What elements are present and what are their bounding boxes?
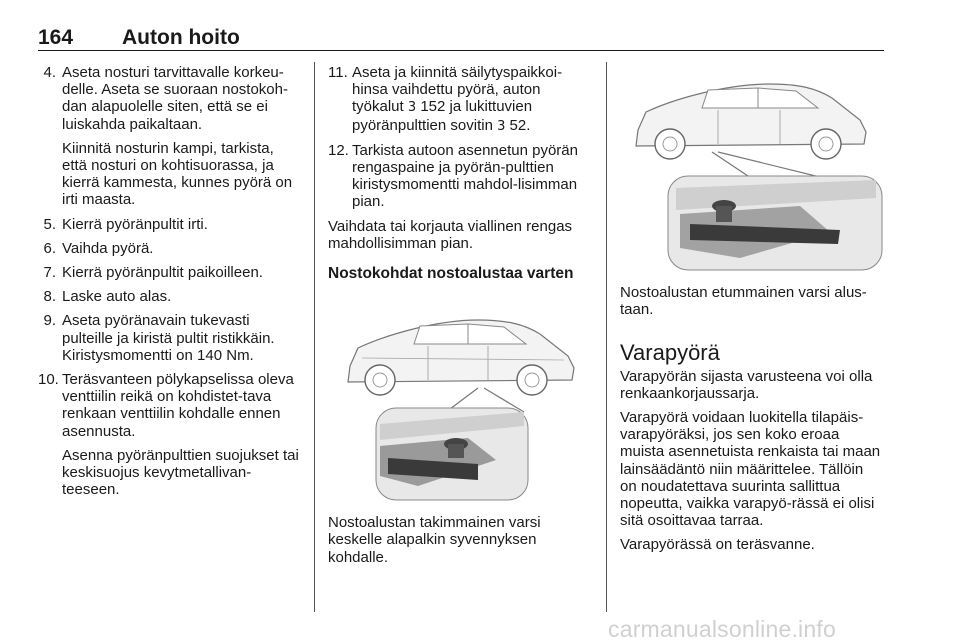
- step-number: 10.: [38, 371, 59, 389]
- step-text: Vaihda pyörä.: [62, 239, 154, 257]
- page-title: Auton hoito: [122, 26, 240, 49]
- watermark: carmanualsonline.info: [608, 616, 836, 642]
- step-number: 12.: [328, 141, 349, 159]
- step-8: [38, 288, 300, 305]
- page-header: [38, 26, 884, 50]
- step-text: Kierrä pyöränpultit paikoilleen.: [62, 264, 263, 282]
- step-9: [38, 312, 300, 364]
- step-number: 9.: [43, 312, 56, 330]
- section-heading-spare-wheel: Varapyörä: [620, 340, 720, 366]
- paragraph: Varapyörä voidaan luokitella tilapäis-varapyöräksi, jos sen koko eroaa muista asennetuista renkaista tai maan lainsäädäntö niin määrittelee. Tällöin on noudatettava suurinta sallittua nopeutta, vaikka varapyö-rässä ei olisi sitä osoittavaa tarraa.: [620, 409, 881, 530]
- figure-caption: Nostoalustan etummainen varsi alus-taan.: [620, 284, 867, 319]
- page-number: 164: [38, 26, 74, 49]
- paragraph: Vaihdata tai korjauta viallinen rengas mahdollisimman pian.: [328, 217, 573, 252]
- step-7: [38, 264, 300, 281]
- step-5: [38, 216, 300, 233]
- column-divider-1: [314, 62, 315, 612]
- header-rule: [38, 50, 884, 51]
- step-12: [328, 142, 590, 211]
- figure-rear-lift-point: [328, 296, 590, 504]
- step-10: [38, 371, 300, 498]
- section-heading: Nostokohdat nostoalustaa varten: [328, 265, 574, 283]
- step-text: Aseta nosturi tarvittavalle korkeu-delle. Aseta se suoraan nostokoh-dan alapuolelle siten, että se ei luiskahda paikaltaan.: [62, 64, 288, 133]
- step-text: Kierrä pyöränpultit irti.: [62, 215, 208, 233]
- step-number: 6.: [43, 239, 56, 257]
- page-reference-icon: 3: [497, 118, 506, 134]
- step-number: 7.: [43, 264, 56, 282]
- step-text-c: 52.: [509, 116, 531, 134]
- step-number: 4.: [43, 64, 56, 81]
- column-2: [328, 64, 590, 566]
- step-subtext: Kiinnitä nosturin kampi, tarkista, että nosturi on kohtisuorassa, ja kierrä kammesta, kunnes pyörä on irti maasta.: [62, 139, 293, 209]
- step-4: [38, 64, 300, 209]
- page-reference-icon: 3: [407, 100, 417, 116]
- step-number: 11.: [328, 64, 348, 81]
- step-11: [328, 64, 590, 135]
- column-3: [620, 64, 884, 561]
- step-text: Tarkista autoon asennetun pyörän rengaspaine ja pyörän-pulttien kiristysmomentti mahdol-lisimman pian.: [352, 141, 578, 211]
- step-text-b: 152 ja lukittuvien pyöränpulttien sovitin: [352, 98, 533, 134]
- paragraph: Varapyörän sijasta varusteena voi olla renkaankorjaussarja.: [620, 367, 873, 402]
- step-number: 8.: [43, 288, 56, 306]
- column-1: [38, 64, 300, 505]
- column-divider-2: [606, 62, 607, 612]
- figure-caption: Nostoalustan takimmainen varsi keskelle alapalkin syvennyksen kohdalle.: [328, 514, 541, 566]
- paragraph: Varapyörässä on teräsvanne.: [620, 536, 815, 554]
- step-text: Laske auto alas.: [62, 288, 172, 306]
- car-rear-lift-illustration: [328, 296, 590, 504]
- figure-front-lift-point: [620, 64, 884, 274]
- step-subtext: Asenna pyöränpulttien suojukset tai keskisuojus kevytmetallivan-teeseen.: [62, 446, 299, 499]
- step-text: [352, 64, 590, 135]
- car-front-lift-illustration: [620, 64, 884, 274]
- step-number: 5.: [43, 215, 56, 233]
- step-6: [38, 240, 300, 257]
- step-text: Aseta pyöränavain tukevasti pulteille ja kiristä pultit ristikkäin. Kiristysmomentti on 140 Nm.: [62, 312, 275, 364]
- step-text-a: Aseta ja kiinnitä säilytyspaikkoi-hinsa vaihdettu pyörä, auton työkalut: [352, 64, 563, 116]
- step-text: Teräsvanteen pölykapselissa oleva venttiilin reikä on kohdistet-tava renkaan venttiilin kohdalle ennen asennusta.: [62, 371, 294, 440]
